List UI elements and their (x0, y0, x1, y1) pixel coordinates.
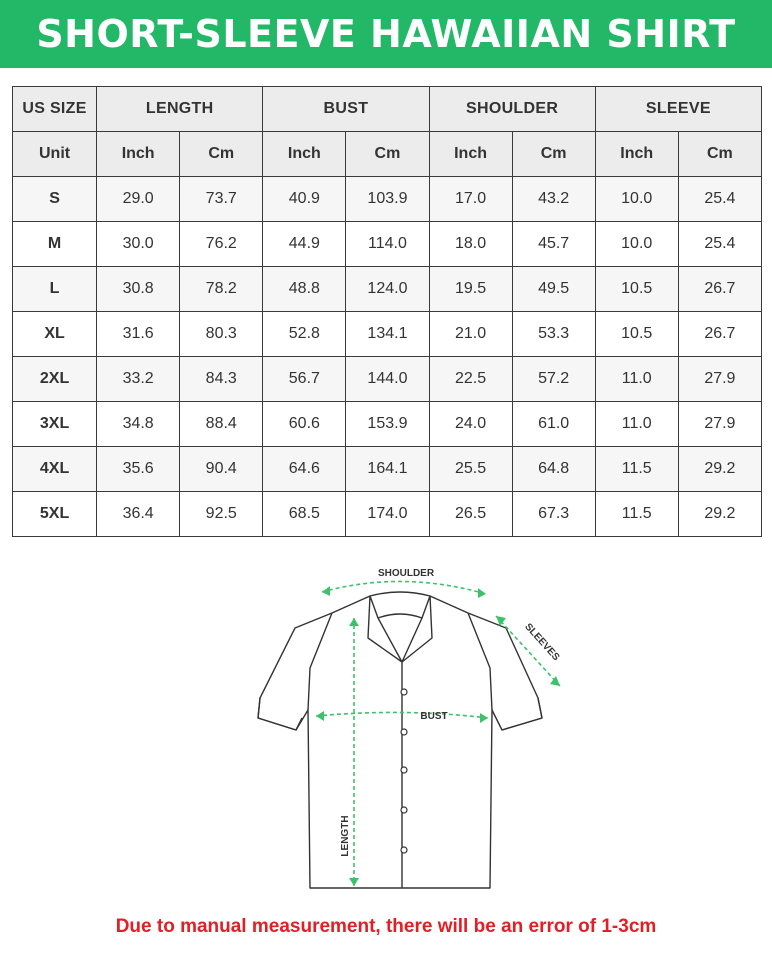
size-cell: 5XL (13, 492, 97, 537)
value-cell: 29.2 (678, 447, 761, 492)
shirt-measurement-diagram (240, 558, 580, 898)
table-row (13, 447, 762, 492)
bust-label: BUST (420, 711, 448, 722)
table-row (13, 492, 762, 537)
value-cell: 164.1 (346, 447, 429, 492)
value-cell: 53.3 (512, 312, 595, 357)
value-cell: 40.9 (263, 177, 346, 222)
value-cell: 153.9 (346, 402, 429, 447)
value-cell: 21.0 (429, 312, 512, 357)
value-cell: 103.9 (346, 177, 429, 222)
value-cell: 61.0 (512, 402, 595, 447)
value-cell: 34.8 (97, 402, 180, 447)
value-cell: 48.8 (263, 267, 346, 312)
header-bust: BUST (263, 87, 429, 132)
value-cell: 25.4 (678, 222, 761, 267)
value-cell: 11.0 (595, 357, 678, 402)
value-cell: 67.3 (512, 492, 595, 537)
value-cell: 36.4 (97, 492, 180, 537)
value-cell: 26.7 (678, 312, 761, 357)
unit-cell: Cm (180, 132, 263, 177)
unit-cell: Inch (429, 132, 512, 177)
unit-cell: Cm (346, 132, 429, 177)
value-cell: 11.5 (595, 447, 678, 492)
value-cell: 33.2 (97, 357, 180, 402)
table-row (13, 222, 762, 267)
value-cell: 49.5 (512, 267, 595, 312)
value-cell: 25.4 (678, 177, 761, 222)
button-icon (401, 729, 407, 735)
value-cell: 73.7 (180, 177, 263, 222)
value-cell: 84.3 (180, 357, 263, 402)
header-us-size: US SIZE (13, 87, 97, 132)
value-cell: 64.6 (263, 447, 346, 492)
value-cell: 60.6 (263, 402, 346, 447)
measurement-note: Due to manual measurement, there will be an error of 1-3cm (115, 916, 657, 937)
value-cell: 174.0 (346, 492, 429, 537)
size-chart-table (12, 86, 762, 537)
size-cell: 3XL (13, 402, 97, 447)
value-cell: 80.3 (180, 312, 263, 357)
value-cell: 25.5 (429, 447, 512, 492)
value-cell: 26.7 (678, 267, 761, 312)
shirt-outline-icon (258, 592, 542, 888)
value-cell: 78.2 (180, 267, 263, 312)
size-cell: S (13, 177, 97, 222)
value-cell: 29.0 (97, 177, 180, 222)
value-cell: 10.0 (595, 177, 678, 222)
sleeves-label: SLEEVES (522, 621, 562, 664)
value-cell: 76.2 (180, 222, 263, 267)
size-cell: M (13, 222, 97, 267)
unit-cell: Inch (595, 132, 678, 177)
table-row (13, 357, 762, 402)
header-sleeve: SLEEVE (595, 87, 761, 132)
value-cell: 10.0 (595, 222, 678, 267)
table-row (13, 177, 762, 222)
value-cell: 144.0 (346, 357, 429, 402)
title-banner (0, 0, 772, 68)
value-cell: 45.7 (512, 222, 595, 267)
value-cell: 90.4 (180, 447, 263, 492)
value-cell: 11.5 (595, 492, 678, 537)
value-cell: 10.5 (595, 267, 678, 312)
value-cell: 44.9 (263, 222, 346, 267)
header-length: LENGTH (97, 87, 263, 132)
value-cell: 29.2 (678, 492, 761, 537)
length-label: LENGTH (340, 815, 351, 857)
unit-cell: Inch (263, 132, 346, 177)
value-cell: 27.9 (678, 357, 761, 402)
table-row (13, 267, 762, 312)
size-cell: XL (13, 312, 97, 357)
table-row (13, 402, 762, 447)
value-cell: 35.6 (97, 447, 180, 492)
page-title: SHORT-SLEEVE HAWAIIAN SHIRT (36, 12, 736, 56)
value-cell: 43.2 (512, 177, 595, 222)
arrowheads (316, 586, 560, 886)
size-cell: 2XL (13, 357, 97, 402)
value-cell: 56.7 (263, 357, 346, 402)
unit-cell: Cm (678, 132, 761, 177)
value-cell: 10.5 (595, 312, 678, 357)
value-cell: 22.5 (429, 357, 512, 402)
unit-cell: Inch (97, 132, 180, 177)
button-icon (401, 767, 407, 773)
value-cell: 11.0 (595, 402, 678, 447)
unit-label: Unit (13, 132, 97, 177)
value-cell: 30.0 (97, 222, 180, 267)
unit-cell: Cm (512, 132, 595, 177)
shoulder-label: SHOULDER (377, 568, 435, 579)
value-cell: 27.9 (678, 402, 761, 447)
table-row (13, 312, 762, 357)
value-cell: 64.8 (512, 447, 595, 492)
size-cell: L (13, 267, 97, 312)
size-cell: 4XL (13, 447, 97, 492)
button-icon (401, 689, 407, 695)
value-cell: 68.5 (263, 492, 346, 537)
value-cell: 52.8 (263, 312, 346, 357)
value-cell: 17.0 (429, 177, 512, 222)
value-cell: 30.8 (97, 267, 180, 312)
value-cell: 19.5 (429, 267, 512, 312)
value-cell: 31.6 (97, 312, 180, 357)
value-cell: 92.5 (180, 492, 263, 537)
unit-row (13, 132, 762, 177)
value-cell: 18.0 (429, 222, 512, 267)
button-icon (401, 847, 407, 853)
value-cell: 134.1 (346, 312, 429, 357)
value-cell: 114.0 (346, 222, 429, 267)
value-cell: 88.4 (180, 402, 263, 447)
value-cell: 24.0 (429, 402, 512, 447)
value-cell: 124.0 (346, 267, 429, 312)
button-icon (401, 807, 407, 813)
value-cell: 26.5 (429, 492, 512, 537)
header-shoulder: SHOULDER (429, 87, 595, 132)
value-cell: 57.2 (512, 357, 595, 402)
